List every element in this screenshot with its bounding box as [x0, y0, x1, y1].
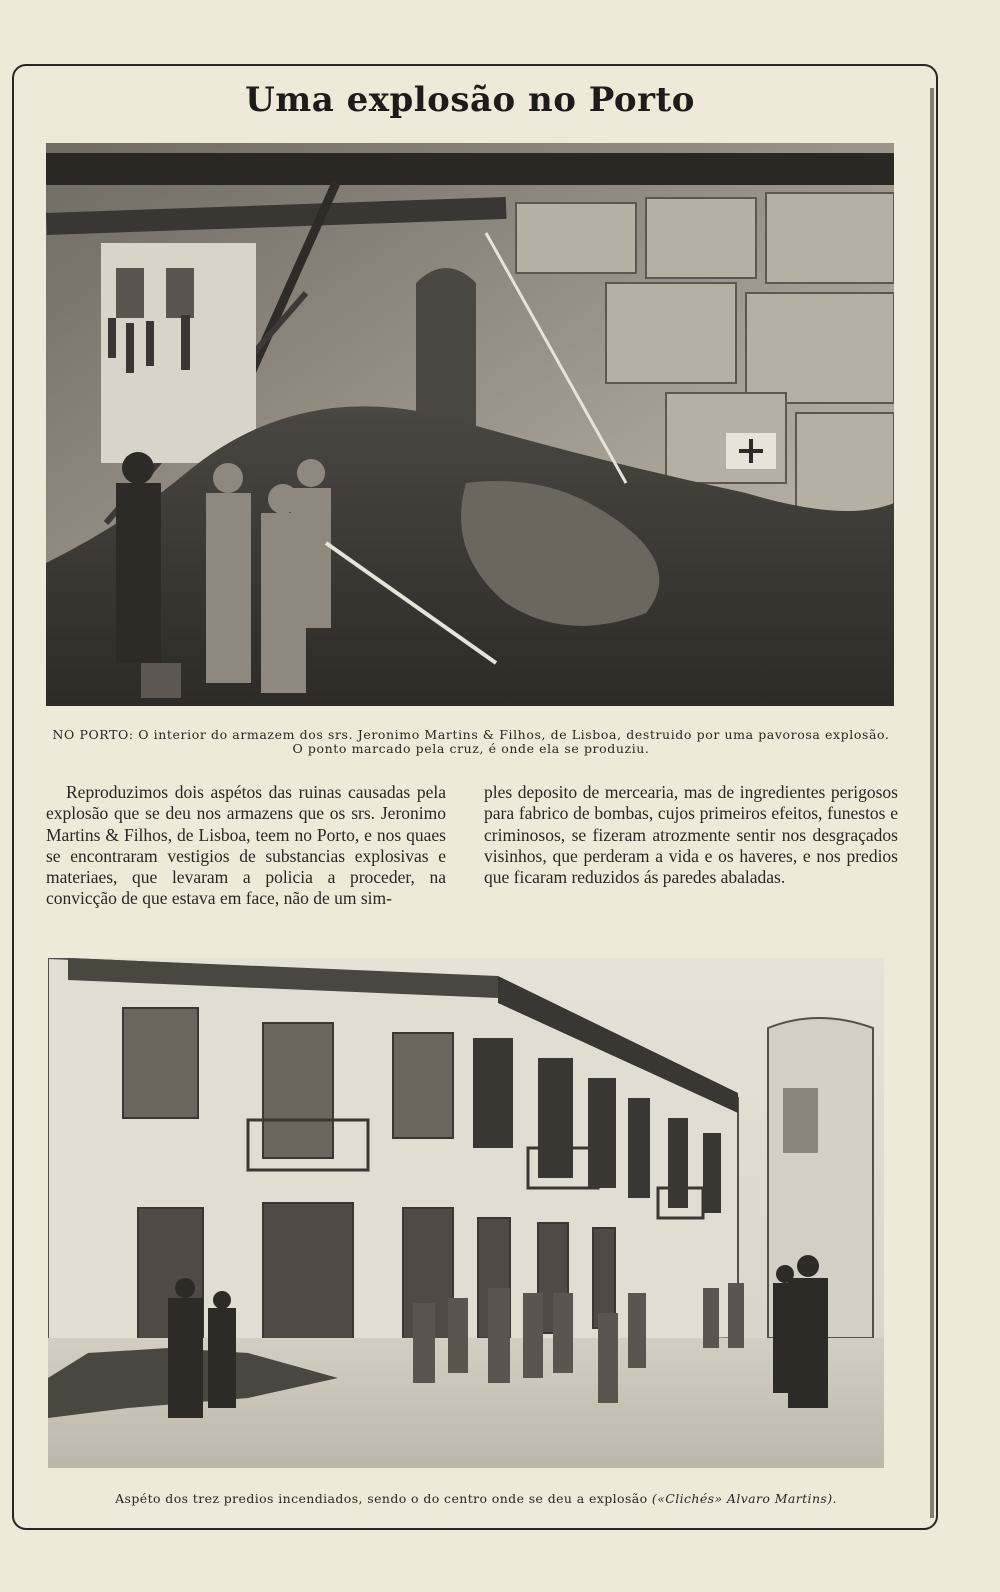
photo-bottom-caption — [46, 1491, 906, 1506]
body-paragraph-right: ples deposito de mercearia, mas de ingredientes perigosos para fabrico de bombas, cujos primeiros efeitos, funestos e criminosos, se fizeram atrozmente sentir nos desgraçados visinhos, que perderam a vida e os haveres, e nos predios que ficaram reduzidos ás paredes abaladas. — [484, 782, 898, 888]
photo-credit: («Clichés» Alvaro Martins). — [651, 1491, 837, 1506]
photo-warehouse-interior — [46, 143, 894, 706]
article-title: Uma explosão no Porto — [245, 80, 695, 120]
page-border-shadow — [930, 88, 934, 1518]
body-paragraph-left: Reproduzimos dois aspétos das ruinas causadas pela explosão que se deu nos armazens que os srs. Jeronimo Martins & Filhos, de Lisboa, teem no Porto, e nos quaes se encontraram vestigios de substancias explosivas e materiaes, que levaram a policia a proceder, na convicção de que estava em face, não de um sim- — [46, 782, 446, 909]
photo-top-caption: NO PORTO: O interior do armazem dos srs. Jeronimo Martins & Filhos, de Lisboa, destruido por uma pavorosa explosão. O ponto marcado pela cruz, é onde ela se produziu. — [52, 727, 890, 756]
photo-bottom-caption-main: Aspéto dos trez predios incendiados, sendo o do centro onde se deu a explosão — [115, 1491, 648, 1506]
body-column-left — [46, 782, 446, 910]
body-column-right — [484, 782, 898, 888]
photo-burned-buildings — [48, 958, 884, 1468]
